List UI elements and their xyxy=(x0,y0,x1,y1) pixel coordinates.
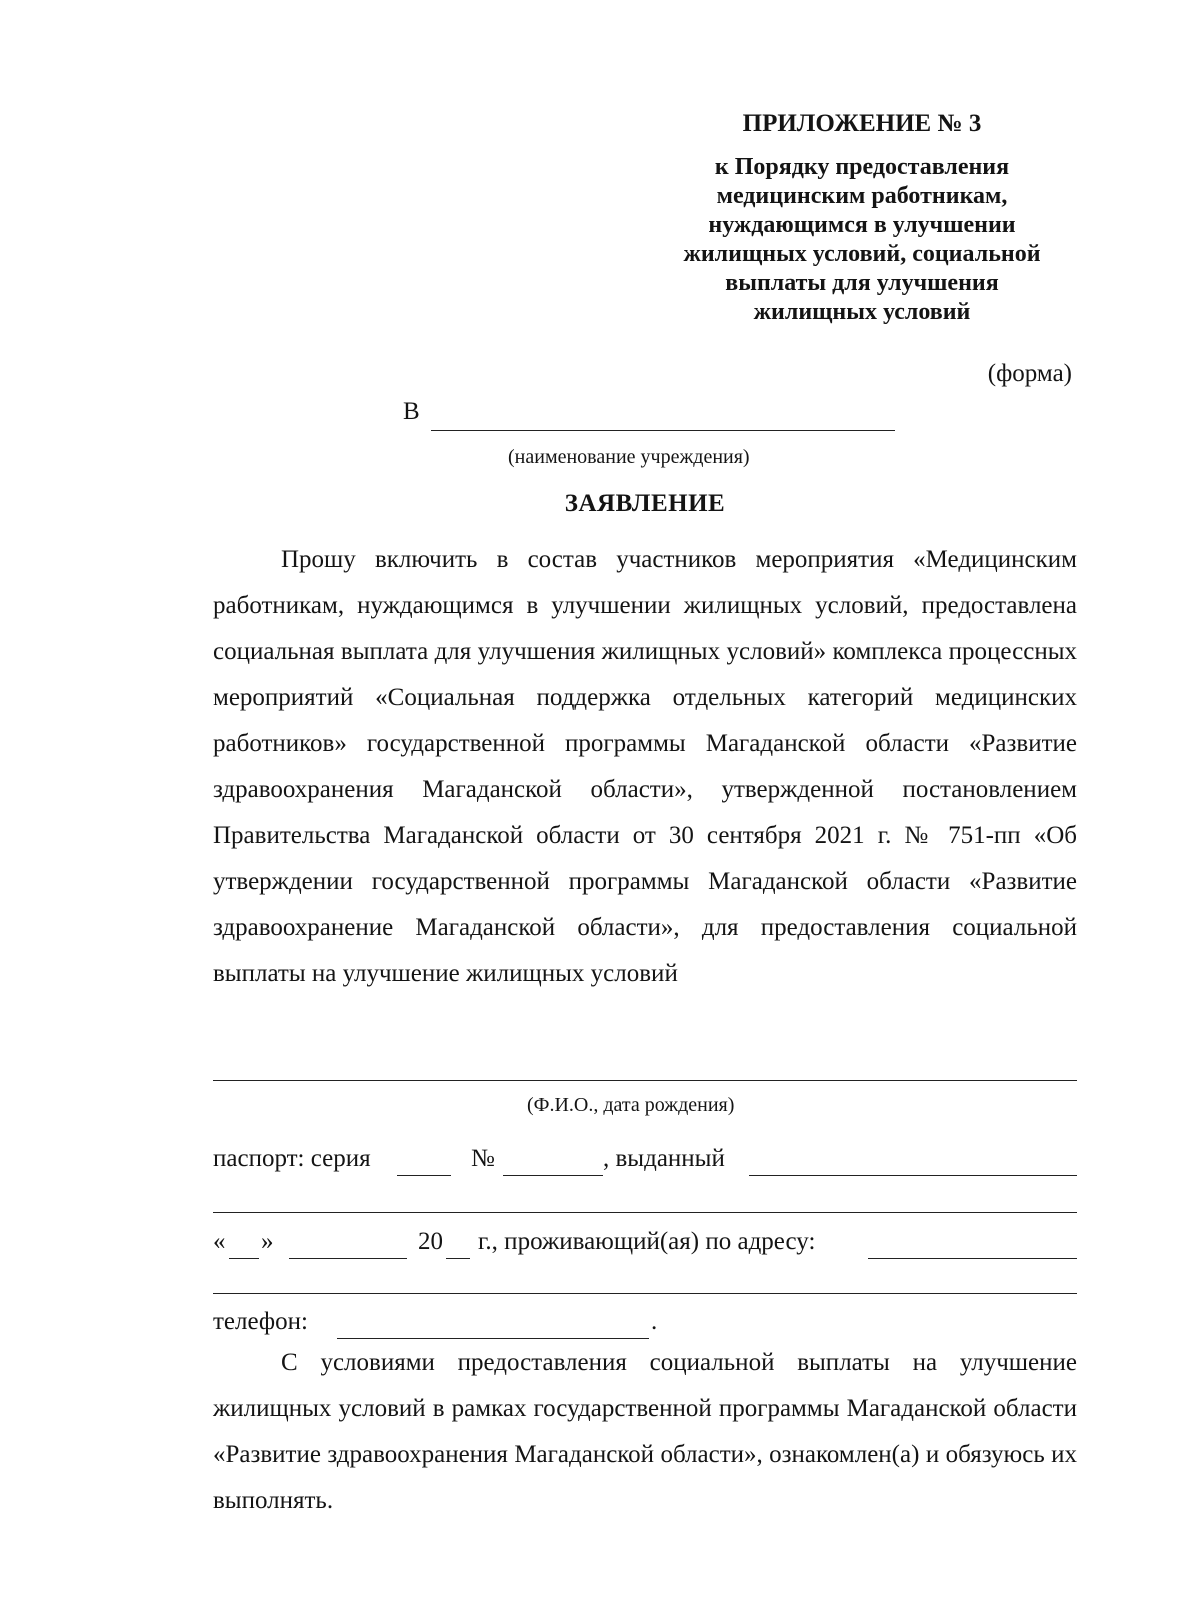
agreement-paragraph xyxy=(213,1340,1077,1524)
passport-number-label: № xyxy=(471,1145,495,1172)
addressee-prefix: В xyxy=(403,398,420,425)
appendix-line: нуждающимся в улучшении xyxy=(708,212,1016,238)
phone-field[interactable] xyxy=(337,1338,649,1339)
date-address-row xyxy=(213,1228,1077,1262)
passport-issued-label: , выданный xyxy=(603,1145,725,1172)
appendix-line: выплаты для улучшения xyxy=(725,270,999,296)
appendix-line: жилищных условий xyxy=(753,299,971,325)
address-label: г., проживающий(ая) по адресу: xyxy=(478,1228,816,1255)
appendix-line: к Порядку предоставления xyxy=(714,154,1010,180)
passport-series-field[interactable] xyxy=(397,1175,451,1176)
document-title: ЗАЯВЛЕНИЕ xyxy=(564,490,726,517)
paragraph-text: Прошу включить в состав участников мероприятия «Медицинским работникам, нуждающимся в улучшении жилищных условий, предоставлена социальная выплата для улучшения жилищных условий» комплекса процессных мероприятий «Социальная поддержка отдельных категорий медицинских работников» государственной программы Магаданской области «Развитие здравоохранения Магаданской области», утвержденной постановлением Правительства Магаданской области от 30 сентября 2021 г. № 751-пп «Об утверждении государственной программы Магаданской области «Развитие здравоохранение Магаданской области», для предоставления социальной выплаты на улучшение жилищных условий xyxy=(213,546,1077,987)
form-label: (форма) xyxy=(987,360,1072,387)
passport-number-field[interactable] xyxy=(503,1175,603,1176)
appendix-line: жилищных условий, социальной xyxy=(683,241,1041,267)
phone-label: телефон: xyxy=(213,1308,308,1335)
fio-field[interactable] xyxy=(213,1080,1077,1081)
agreement-text: С условиями предоставления социальной выплаты на улучшение жилищных условий в рамках государственной программы Магаданской области «Развитие здравоохранения Магаданской области», ознакомлен(а) и обязуюсь их выполнять. xyxy=(213,1349,1077,1514)
phone-end: . xyxy=(651,1308,658,1335)
appendix-line: медицинским работникам, xyxy=(716,183,1008,209)
appendix-title: ПРИЛОЖЕНИЕ № 3 xyxy=(742,110,982,137)
passport-issued-field[interactable] xyxy=(749,1175,1077,1176)
phone-row xyxy=(213,1308,1077,1342)
passport-issued-field-continued[interactable] xyxy=(213,1212,1077,1213)
institution-caption: (наименование учреждения) xyxy=(508,446,750,468)
fio-caption: (Ф.И.О., дата рождения) xyxy=(527,1094,735,1116)
month-field[interactable] xyxy=(289,1258,407,1259)
main-paragraph xyxy=(213,537,1077,997)
address-field[interactable] xyxy=(868,1258,1077,1259)
day-field[interactable] xyxy=(229,1258,259,1259)
day-open-quote: « xyxy=(213,1228,226,1255)
passport-row xyxy=(213,1145,1077,1179)
year-prefix: 20 xyxy=(418,1228,443,1255)
day-close-quote: » xyxy=(261,1228,274,1255)
appendix-subtitle xyxy=(612,153,1112,327)
address-field-continued[interactable] xyxy=(213,1293,1077,1294)
institution-field[interactable] xyxy=(431,430,895,431)
year-field[interactable] xyxy=(446,1258,470,1259)
passport-series-label: паспорт: серия xyxy=(213,1145,371,1172)
